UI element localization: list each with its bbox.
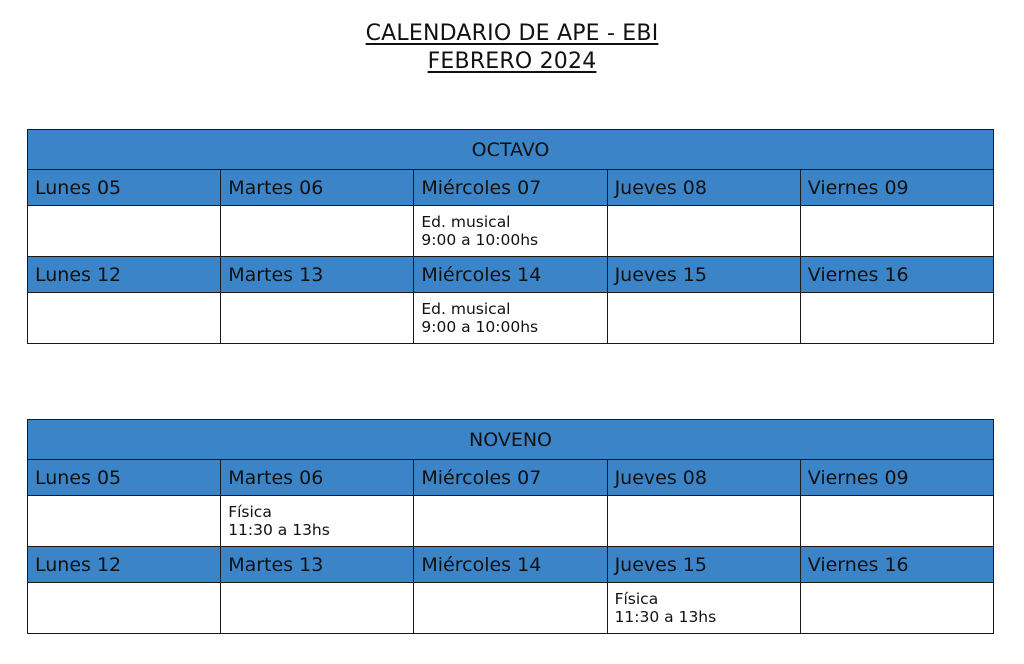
day-header-row	[28, 170, 994, 206]
event-cell	[607, 583, 800, 634]
event-cell	[28, 206, 221, 257]
day-header: Martes 13	[221, 547, 414, 583]
event-subject: Física	[228, 503, 272, 521]
day-header: Lunes 12	[28, 547, 221, 583]
event-cell	[414, 293, 607, 344]
event-cell	[607, 496, 800, 547]
event-cell	[28, 496, 221, 547]
grade-header-row	[28, 420, 994, 460]
day-header: Martes 13	[221, 257, 414, 293]
event-subject: Ed. musical	[421, 300, 511, 318]
day-header: Jueves 15	[607, 547, 800, 583]
day-header-row	[28, 547, 994, 583]
event-cell	[221, 496, 414, 547]
event-time: 11:30 a 13hs	[614, 608, 717, 626]
event-cell	[221, 206, 414, 257]
day-header: Viernes 09	[800, 170, 993, 206]
day-header: Jueves 08	[607, 170, 800, 206]
page-title: CALENDARIO DE APE - EBI	[365, 21, 659, 46]
day-header-row	[28, 460, 994, 496]
event-cell	[800, 583, 993, 634]
schedule-table-octavo	[27, 129, 994, 344]
grade-title: OCTAVO	[28, 130, 994, 170]
event-row	[28, 583, 994, 634]
event-cell	[607, 293, 800, 344]
page-subtitle: FEBRERO 2024	[427, 49, 597, 74]
event-row	[28, 496, 994, 547]
event-cell	[28, 293, 221, 344]
day-header: Miércoles 14	[414, 257, 607, 293]
title-block	[0, 20, 1024, 76]
event-cell	[221, 583, 414, 634]
day-header-row	[28, 257, 994, 293]
event-cell	[28, 583, 221, 634]
day-header: Miércoles 07	[414, 460, 607, 496]
day-header: Jueves 15	[607, 257, 800, 293]
day-header: Viernes 16	[800, 257, 993, 293]
day-header: Miércoles 14	[414, 547, 607, 583]
day-header: Jueves 08	[607, 460, 800, 496]
event-cell	[414, 583, 607, 634]
day-header: Martes 06	[221, 170, 414, 206]
event-cell	[414, 206, 607, 257]
grade-header-row	[28, 130, 994, 170]
day-header: Lunes 05	[28, 460, 221, 496]
event-cell	[607, 206, 800, 257]
event-row	[28, 293, 994, 344]
grade-title: NOVENO	[28, 420, 994, 460]
event-time: 9:00 a 10:00hs	[421, 318, 539, 336]
event-cell	[414, 496, 607, 547]
event-cell	[800, 496, 993, 547]
event-time: 11:30 a 13hs	[228, 521, 330, 539]
event-cell	[800, 293, 993, 344]
event-cell	[221, 293, 414, 344]
event-row	[28, 206, 994, 257]
schedule-table-noveno	[27, 419, 994, 634]
day-header: Martes 06	[221, 460, 414, 496]
event-subject: Ed. musical	[421, 213, 511, 231]
event-cell	[800, 206, 993, 257]
event-time: 9:00 a 10:00hs	[421, 231, 539, 249]
day-header: Viernes 16	[800, 547, 993, 583]
day-header: Miércoles 07	[414, 170, 607, 206]
day-header: Lunes 12	[28, 257, 221, 293]
day-header: Viernes 09	[800, 460, 993, 496]
event-subject: Física	[614, 590, 659, 608]
day-header: Lunes 05	[28, 170, 221, 206]
